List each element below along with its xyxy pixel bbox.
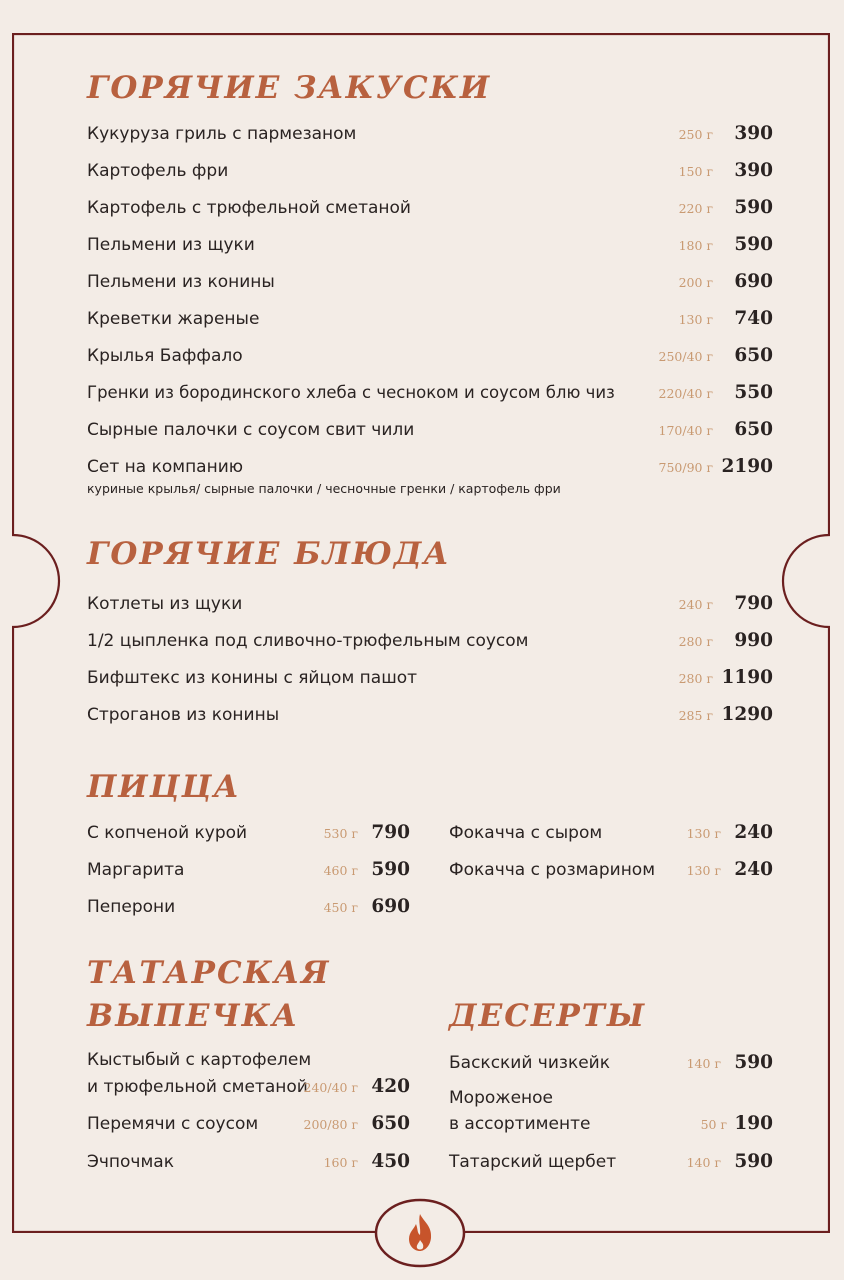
item-price: 240	[734, 859, 773, 880]
menu-item	[87, 233, 773, 257]
item-price: 1190	[721, 667, 773, 688]
menu-item	[87, 122, 773, 146]
item-name: в ассортименте	[449, 1114, 591, 1134]
item-name-line1: Мороженое	[449, 1088, 554, 1108]
section-title-desserts: ДЕСЕРТЫ	[449, 998, 647, 1034]
item-price: 590	[734, 1151, 773, 1172]
section-title-pizza: ПИЦЦА	[87, 769, 241, 805]
item-name: Кукуруза гриль с пармезаном	[87, 124, 357, 144]
menu-item	[87, 1150, 410, 1174]
item-weight: 250 г	[678, 127, 713, 142]
item-name: Пельмени из конины	[87, 272, 275, 292]
item-name: Картофель с трюфельной сметаной	[87, 198, 411, 218]
item-name: Бифштекс из конины с яйцом пашот	[87, 668, 418, 688]
item-weight: 220/40 г	[658, 386, 713, 401]
menu-item	[87, 270, 773, 294]
item-price: 790	[734, 593, 773, 614]
item-weight: 450 г	[323, 900, 358, 915]
menu-item	[87, 1075, 410, 1099]
item-weight: 140 г	[686, 1056, 721, 1071]
item-weight: 285 г	[678, 708, 713, 723]
item-price: 1290	[721, 704, 773, 725]
item-price: 2190	[721, 456, 773, 477]
menu-item	[87, 196, 773, 220]
menu-item	[449, 1112, 773, 1136]
item-weight: 140 г	[686, 1155, 721, 1170]
item-name: Картофель фри	[87, 161, 229, 181]
item-weight: 530 г	[323, 826, 358, 841]
item-weight: 200/80 г	[303, 1117, 358, 1132]
item-weight: 460 г	[323, 863, 358, 878]
menu-item	[87, 821, 410, 845]
item-price: 390	[734, 123, 773, 144]
menu-item	[87, 629, 773, 653]
item-price: 690	[371, 896, 410, 917]
menu-item	[87, 858, 410, 882]
item-name: Маргарита	[87, 860, 185, 880]
section-title-tatar-pastry-line1: ТАТАРСКАЯ	[87, 955, 331, 991]
menu-item	[87, 381, 773, 405]
menu-item	[87, 703, 773, 727]
menu-item	[87, 895, 410, 919]
item-name: Котлеты из щуки	[87, 594, 243, 614]
item-name: Гренки из бородинского хлеба с чесноком и соусом блю чиз	[87, 383, 615, 402]
item-weight: 150 г	[678, 164, 713, 179]
menu-item	[87, 592, 773, 616]
item-weight: 240 г	[678, 597, 713, 612]
set-note: куриные крылья/ сырные палочки / чесночные гренки / картофель фри	[87, 481, 561, 496]
menu-item	[87, 1112, 410, 1136]
item-name-line1: Кыстыбый с картофелем	[87, 1050, 312, 1070]
item-weight: 130 г	[686, 826, 721, 841]
item-name: и трюфельной сметаной	[87, 1077, 308, 1097]
menu-item	[87, 666, 773, 690]
item-weight: 160 г	[323, 1155, 358, 1170]
item-price: 650	[371, 1113, 410, 1134]
menu-item	[449, 821, 773, 845]
item-price: 590	[734, 197, 773, 218]
item-name: Эчпочмак	[87, 1152, 174, 1172]
menu-item	[87, 455, 773, 479]
section-title-tatar-pastry-line2: ВЫПЕЧКА	[87, 998, 300, 1034]
item-price: 450	[371, 1151, 410, 1172]
item-price: 420	[371, 1076, 410, 1097]
item-weight: 50 г	[700, 1117, 727, 1132]
item-price: 240	[734, 822, 773, 843]
item-price: 390	[734, 160, 773, 181]
item-name: Креветки жареные	[87, 309, 260, 329]
item-price: 650	[734, 345, 773, 366]
item-price: 690	[734, 271, 773, 292]
item-weight: 220 г	[678, 201, 713, 216]
logo-badge	[374, 1198, 466, 1268]
item-weight: 180 г	[678, 238, 713, 253]
item-weight: 130 г	[678, 312, 713, 327]
menu-item	[87, 344, 773, 368]
menu-item	[449, 1150, 773, 1174]
item-weight: 280 г	[678, 634, 713, 649]
item-price: 590	[734, 1052, 773, 1073]
item-weight: 170/40 г	[658, 423, 713, 438]
item-weight: 750/90 г	[658, 460, 713, 475]
item-name: Фокачча с сыром	[449, 823, 603, 843]
item-weight: 240/40 г	[303, 1080, 358, 1095]
item-name: Сет на компанию	[87, 457, 244, 477]
section-title-hot-snacks: ГОРЯЧИЕ ЗАКУСКИ	[87, 70, 492, 106]
item-name: Татарский щербет	[449, 1152, 617, 1172]
item-name: С копченой курой	[87, 823, 248, 843]
item-price: 590	[734, 234, 773, 255]
menu-item	[87, 307, 773, 331]
menu-item	[449, 858, 773, 882]
item-weight: 280 г	[678, 671, 713, 686]
section-title-hot-dishes: ГОРЯЧИЕ БЛЮДА	[87, 536, 451, 572]
item-price: 790	[371, 822, 410, 843]
menu-item	[87, 159, 773, 183]
item-name: Строганов из конины	[87, 705, 280, 725]
item-name: Перемячи с соусом	[87, 1114, 259, 1134]
item-name: Фокачча с розмарином	[449, 860, 656, 880]
item-price: 740	[734, 308, 773, 329]
item-name: Пеперони	[87, 897, 176, 917]
item-weight: 130 г	[686, 863, 721, 878]
item-name: Пельмени из щуки	[87, 235, 255, 255]
item-price: 550	[734, 382, 773, 403]
menu-item	[449, 1051, 773, 1075]
item-weight: 200 г	[678, 275, 713, 290]
item-name: 1/2 цыпленка под сливочно-трюфельным соусом	[87, 631, 529, 651]
item-name: Баскский чизкейк	[449, 1053, 610, 1073]
item-price: 590	[371, 859, 410, 880]
item-price: 990	[734, 630, 773, 651]
item-price: 650	[734, 419, 773, 440]
item-weight: 250/40 г	[658, 349, 713, 364]
item-name: Сырные палочки с соусом свит чили	[87, 420, 415, 440]
menu-item	[87, 418, 773, 442]
item-price: 190	[734, 1113, 773, 1134]
item-name: Крылья Баффало	[87, 346, 243, 366]
